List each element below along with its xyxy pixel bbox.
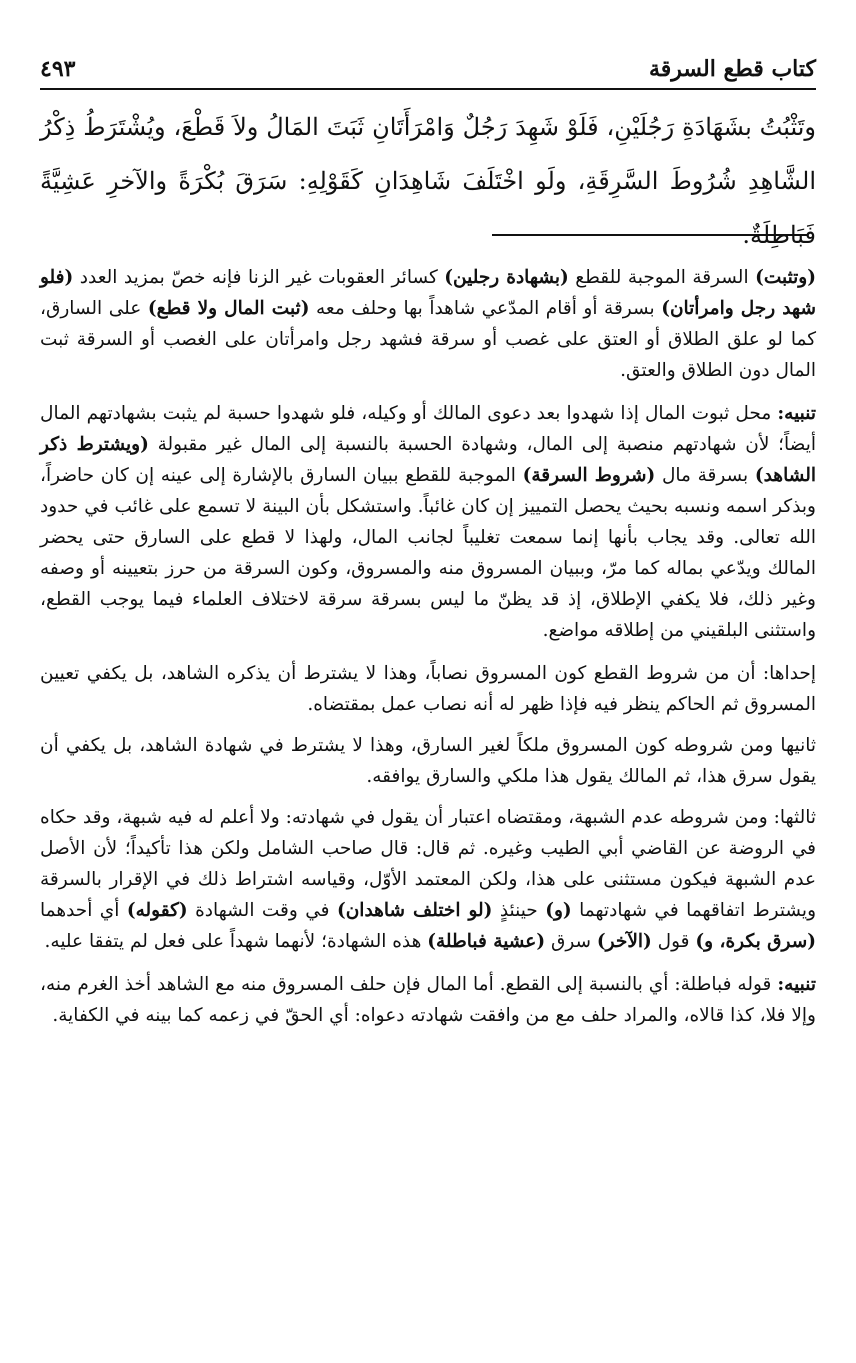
matn-paragraph: وتَثْبُتُ بشَهَادَةِ رَجُلَيْنِ، فَلَوْ شَهِدَ رَجُلٌ وَامْرَأَتَانِ ثَبَتَ المَالُ ولاَ قَطْعَ، ويُشْتَرَطُ ذِكْرُ الشَّاهِدِ شُرُوطَ السَّرِقَةِ، ولَو اخْتَلَفَ شَاهِدَانِ كَقَوْلِهِ: سَرَقَ بُكْرَةً والآخرِ عَشِيَّةً فَبَاطِلَةٌ. — [40, 113, 816, 249]
commentary-text: بسرقة مال — [655, 465, 755, 486]
commentary-paragraph-6 — [40, 969, 816, 1031]
commentary-block — [40, 262, 816, 1043]
commentary-text: أي أحدهما — [40, 900, 127, 921]
commentary-paragraph-5 — [40, 802, 816, 957]
commentary-paragraph-1 — [40, 262, 816, 386]
book-title: كتاب قطع السرقة — [648, 56, 816, 82]
commentary-text: السرقة الموجبة للقطع — [568, 267, 756, 288]
page-number: ٤٩٣ — [40, 56, 76, 82]
commentary-text: ثالثها: ومن شروطه عدم الشبهة، ومقتضاه اعتبار أن يقول في شهادته: ولا أعلم له فيه شبهة، وقد حكاه في الروضة عن القاضي أبي الطيب وغيره. ثم قال: قال صاحب الشامل ولكن هذا تأكيداً؛ لأن الأصل عدم الشبهة فيكون مستثنى على هذا، ولكن المعتمد الأوّل، وقياسه اشتراط ذلك في الإقرار بالسرقة ويشترط اتفاقهما في شهادتهما — [40, 807, 817, 921]
quoted-matn: (الآخر) — [596, 931, 652, 952]
quoted-matn: (كقوله) — [126, 900, 188, 921]
quoted-matn: (و) — [545, 900, 572, 921]
commentary-text: على السارق، كما لو علق الطلاق أو العتق على غصب أو سرقة فشهد رجل وامرأتان على الغصب أو السرقة ثبت المال دون الطلاق والعتق. — [40, 298, 816, 381]
commentary-paragraph-3: إحداها: أن من شروط القطع كون المسروق نصاباً، وهذا لا يشترط أن يذكره الشاهد، بل يكفي تعيين المسروق ثم الحاكم ينظر فيه فإذا ظهر له أنه نصاب عمل بمقتضاه. — [40, 663, 816, 715]
quoted-matn: (شروط السرقة) — [522, 465, 656, 486]
commentary-text: سرق — [545, 931, 597, 952]
commentary-text: هذه الشهادة؛ لأنهما شهداً على فعل لم يتفقا عليه. — [44, 931, 428, 952]
commentary-paragraph-2 — [40, 398, 816, 646]
commentary-text: في وقت الشهادة — [187, 900, 337, 921]
commentary-paragraph-4: ثانيها ومن شروطه كون المسروق ملكاً لغير السارق، وهذا لا يشترط في شهادة الشاهد، بل يكفي أن يقول سرق هذا، ثم المالك يقول هذا ملكي والسارق يوافقه. — [40, 735, 816, 787]
quoted-matn: (فلو شهد رجل وامرأتان) — [40, 267, 816, 319]
note-label: تنبيه: — [777, 974, 816, 995]
commentary-text: محل ثبوت المال إذا شهدوا بعد دعوى المالك أو وكيله، فلو شهدوا حسبة لم يثبت بشهادتهم المال أيضاً؛ لأن شهادتهم منصبة إلى المال، وشهادة الحسبة بالنسبة إلى المال غير مقبولة — [40, 403, 817, 455]
quoted-matn: (سرق بكرة، و) — [695, 931, 816, 952]
matn-separator-line — [492, 234, 808, 236]
quoted-matn: (عشية فباطلة) — [427, 931, 546, 952]
commentary-text: حينئذٍ — [492, 900, 546, 921]
note-label: تنبيه: — [777, 403, 816, 424]
quoted-matn: (ثبت المال ولا قطع) — [147, 298, 310, 319]
commentary-text: بسرقة أو أقام المدّعي شاهداً بها وحلف معه — [309, 298, 662, 319]
quoted-matn: (بشهادة رجلين) — [444, 267, 569, 288]
quoted-matn: (لو اختلف شاهدان) — [336, 900, 493, 921]
matn-text-block — [40, 100, 816, 262]
commentary-text: الموجبة للقطع ببيان السارق بالإشارة إلى عينه إن كان حاضراً، وبذكر اسمه ونسبه بحيث يحصل التمييز إن كان غائباً. واستشكل بأن البينة لا تسمع على غائب في حدود الله تعالى. وقد يجاب بأنها إنما سمعت تغليباً لجانب المال، ولهذا لا قطع على السارق حتى يحضر المالك ويدّعي بماله كما مرّ، وببيان المسروق منه والمسروق، وكون السرقة من حرز بتعيينه أو وصفه وغير ذلك، فلا يكفي الإطلاق، إذ قد يظنّ ما ليس بسرقة سرقة لاختلاف العلماء فيما يوجب القطع، واستثنى البلقيني من إطلاقه مواضع. — [40, 465, 816, 641]
quoted-matn: (وتثبت) — [755, 267, 816, 288]
commentary-text: كسائر العقوبات غير الزنا فإنه خصّ بمزيد العدد — [73, 267, 445, 288]
commentary-text: قوله فباطلة: أي بالنسبة إلى القطع. أما المال فإن حلف المسروق منه مع الشاهد أخذ الغرم منه، وإلا فلا، كذا قالاه، والمراد حلف مع من وافقت شهادته دعواه: أي الحقّ في زعمه كما بينه في الكفاية. — [40, 974, 816, 1026]
commentary-text: قول — [651, 931, 696, 952]
page-header — [40, 50, 816, 90]
quoted-matn: (ويشترط ذكر الشاهد) — [40, 434, 816, 486]
